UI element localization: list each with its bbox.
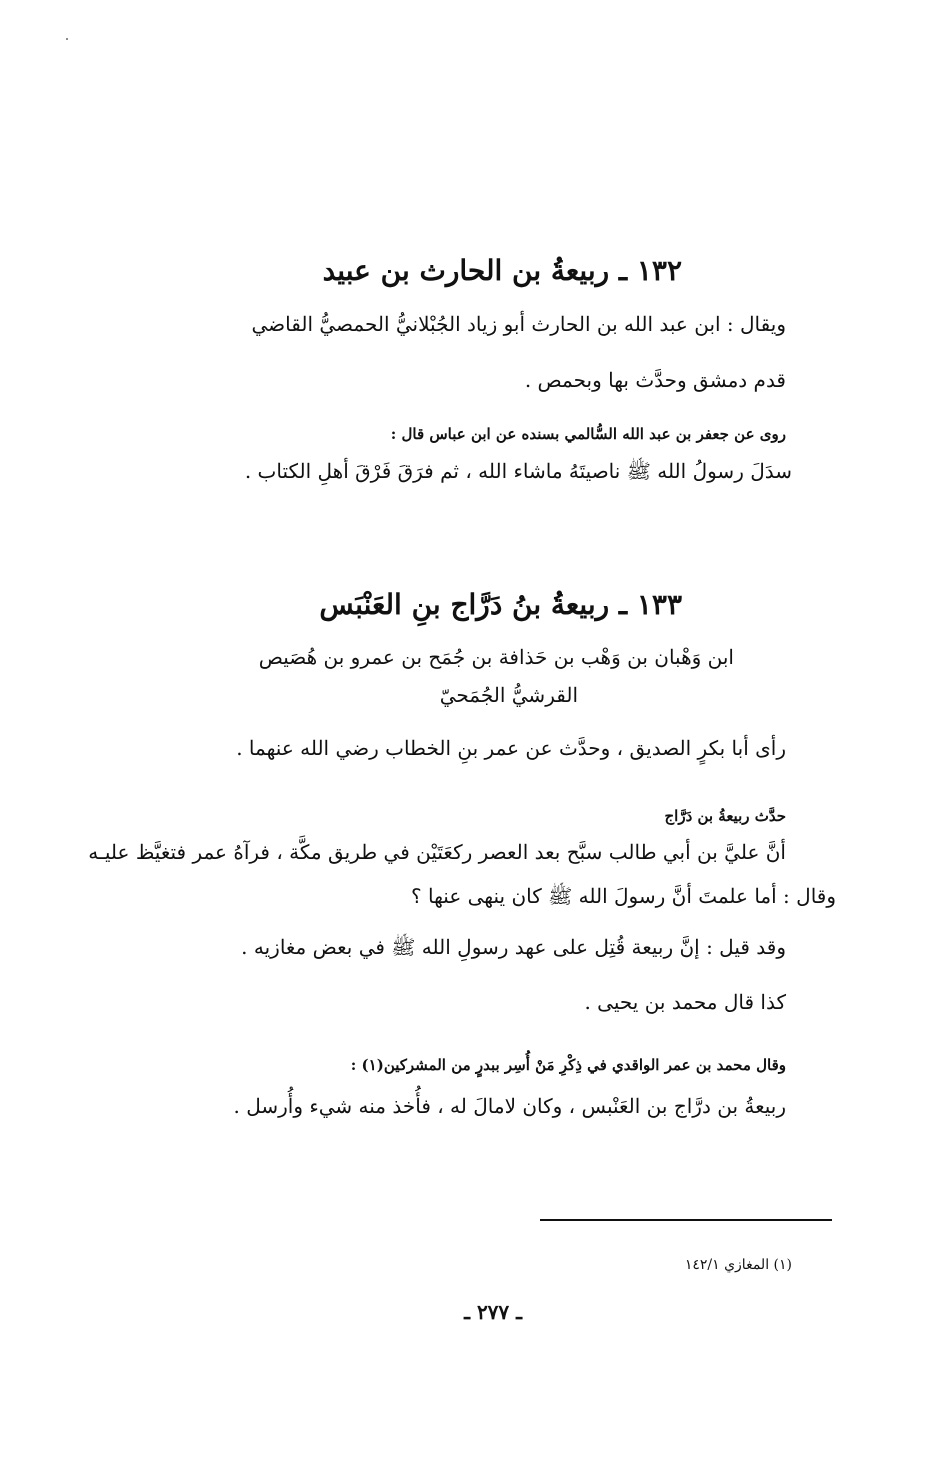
section-133-nisba: القرشيُّ الجُمَحيّ [439, 683, 578, 707]
section-132-hadith: سدَلَ رسولُ الله ﷺ ناصيتَهُ ماشاء الله ، ثم فرَقَ فَرْقَ أهلِ الكتاب . [244, 459, 792, 483]
section-133-hadith-line-2: وقال : أما علمتَ أنَّ رسولَ الله ﷺ كان ينهى عنها ؟ [411, 884, 836, 908]
section-133-captive-note: ربيعةُ بن درَّاج بن العَنْبس ، وكان لامالَ له ، فأُخذ منه شيء وأُرسل . [233, 1094, 786, 1118]
page-number: ـ ٢٧٧ ـ [464, 1300, 522, 1324]
scan-speck [66, 38, 68, 40]
footnote-separator [540, 1219, 832, 1221]
section-133-narration: رأى أبا بكرٍ الصديق ، وحدَّث عن عمر بنِ الخطاب رضي الله عنهما . [236, 736, 786, 760]
section-132-alt-name: ويقال : ابن عبد الله بن الحارث أبو زياد الجُبْلانيُّ الحمصيُّ القاضي [251, 312, 786, 336]
section-132-visit: قدم دمشق وحدَّث بها وبحمص . [524, 368, 786, 392]
section-133-attribution: كذا قال محمد بن يحيى . [584, 990, 786, 1014]
section-133-killed-note: وقد قيل : إنَّ ربيعة قُتِل على عهد رسولِ الله ﷺ في بعض مغازيه . [241, 935, 786, 959]
section-132-heading: ١٣٢ ـ ربيعةُ بن الحارث بن عبيد [322, 254, 682, 287]
footnote: (١) المغازي ١٤٢/١ [684, 1257, 792, 1273]
section-133-waqidi-quote: وقال محمد بن عمر الواقدي في ذِكْرِ مَنْ أُسِر ببدرٍ من المشركين(١) : [350, 1056, 786, 1074]
section-133-isnad: حدَّث ربيعةُ بن دَرَّاج [664, 807, 786, 825]
section-133-hadith-line-1: أنَّ عليَّ بن أبي طالب سبَّح بعد العصر ركعَتَيْن في طريق مكَّة ، فرآهُ عمر فتغيَّظ عليـه [88, 840, 786, 864]
section-133-lineage: ابن وَهْبان بن وَهْب بن حَذافة بن جُمَح بن عمرو بن هُصَيص [258, 645, 734, 669]
section-133-heading: ١٣٣ ـ ربيعةُ بنُ دَرَّاج بنِ العَنْبَس [319, 588, 682, 621]
section-132-isnad: روى عن جعفر بن عبد الله السُّالمي بسنده عن ابن عباس قال : [390, 425, 786, 443]
